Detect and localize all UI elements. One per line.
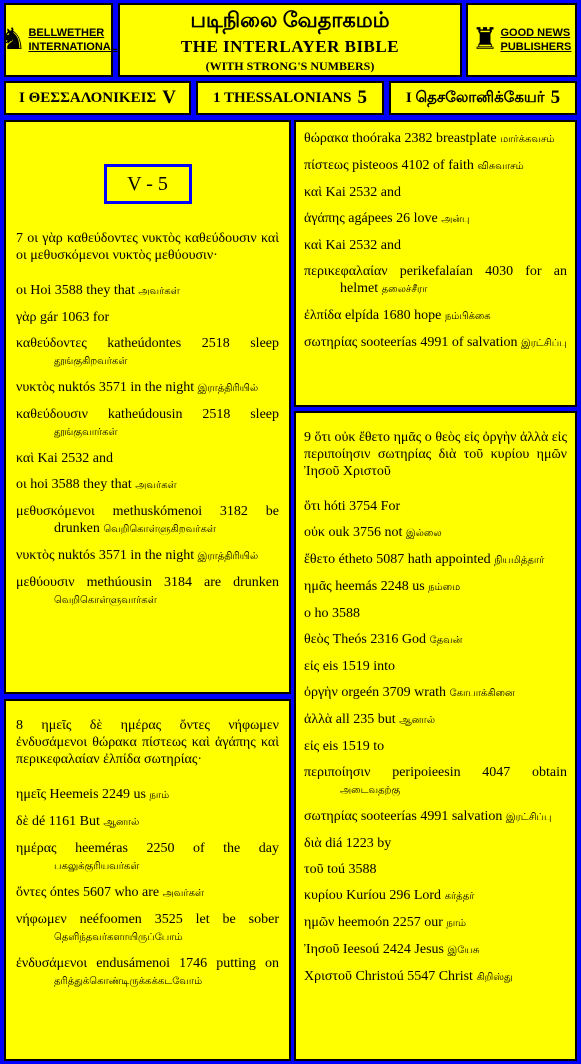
word-entry: [304, 237, 567, 254]
greek-word: ἐνδυσάμενοι: [16, 956, 88, 971]
tamil-gloss: இல்லை: [405, 528, 442, 539]
bellwether-logo: [0, 3, 118, 77]
greek-word: καὶ: [304, 185, 323, 200]
greek-word: σωτηρίας: [304, 809, 358, 824]
book-greek-num: V: [162, 87, 176, 108]
word-entry: [16, 450, 279, 467]
verse-8-cont-entries: [304, 130, 567, 352]
transliteration-gloss: katheúdontes 2518 sleep: [86, 336, 279, 351]
transliteration-gloss: peripoieesin 4047 obtain: [370, 765, 567, 780]
shepherd-icon: ♞: [0, 23, 27, 56]
chapter-label: V - 5: [104, 164, 192, 204]
transliteration-gloss: Christoú 5547 Christ: [351, 969, 477, 984]
transliteration-gloss: eis 1519 into: [319, 659, 396, 674]
greek-word: καθεύδουσιν: [16, 407, 88, 422]
tamil-gloss: ஆனால்: [103, 817, 140, 828]
word-entry: [304, 263, 567, 298]
transliteration-gloss: ouk 3756 not: [325, 525, 406, 540]
greek-word: μεθύουσιν: [16, 575, 75, 590]
word-entry: [304, 498, 567, 515]
right-logo-line-1: GOOD NEWS: [500, 27, 571, 39]
left-logo-line-1: BELLWETHER: [28, 27, 105, 39]
transliteration-gloss: Heemeis 2249 us: [46, 787, 150, 802]
word-entry: [304, 334, 567, 352]
page-title: THE INTERLAYER BIBLE: [180, 37, 400, 56]
transliteration-gloss: katheúdousin 2518 sleep: [87, 407, 279, 422]
word-entry: [16, 379, 279, 397]
greek-word: ὅτι: [304, 499, 321, 514]
transliteration-gloss: Theós 2316 God: [329, 632, 430, 647]
word-entry: [304, 210, 567, 228]
greek-word: νυκτὸς: [16, 548, 55, 563]
transliteration-gloss: agápees 26 love: [344, 211, 442, 226]
greek-word: καὶ: [304, 238, 323, 253]
word-entry: [304, 157, 567, 175]
transliteration-gloss: sooteerías 4991 salvation: [357, 809, 506, 824]
word-entry: [304, 605, 567, 622]
greek-word: θεὸς: [304, 632, 330, 647]
transliteration-gloss: gár 1063 for: [36, 310, 110, 325]
verse-7-entries: [16, 282, 279, 609]
greek-word: περικεφαλαίαν: [304, 264, 388, 279]
transliteration-gloss: ho 3588: [311, 606, 360, 621]
transliteration-gloss: hoi 3588 they that: [26, 477, 136, 492]
transliteration-gloss: eis 1519 to: [319, 739, 385, 754]
word-entry: [16, 476, 279, 494]
greek-word: νήφωμεν: [16, 912, 67, 927]
transliteration-gloss: perikefalaían 4030 for an helmet: [340, 264, 567, 296]
word-entry: [16, 786, 279, 804]
word-entry: [16, 406, 279, 441]
transliteration-gloss: heeméras 2250 of the day: [56, 841, 279, 856]
tamil-gloss: ஆனால்: [399, 715, 436, 726]
transliteration-gloss: methúousin 3184 are drunken: [74, 575, 279, 590]
transliteration-gloss: óntes 5607 who are: [46, 885, 163, 900]
tamil-gloss: தலைச்சீரா: [381, 284, 428, 295]
transliteration-gloss: toú 3588: [323, 862, 377, 877]
word-entry: [16, 282, 279, 300]
word-entry: [304, 861, 567, 878]
tamil-gloss: தரித்துக்கொண்டிருக்கக்கடவோம்: [54, 976, 203, 987]
greek-word: Ἰησοῦ: [304, 942, 340, 957]
tamil-gloss: பகலுக்குரியவர்கள்: [54, 861, 140, 872]
title-block: [118, 3, 462, 77]
word-entry: [304, 184, 567, 201]
transliteration-gloss: nuktós 3571 in the night: [54, 548, 198, 563]
tamil-gloss: அவர்கள்: [162, 888, 204, 899]
transliteration-gloss: thoóraka 2382 breastplate: [348, 131, 501, 146]
tamil-gloss: தூங்குவார்கள்: [54, 427, 118, 438]
tamil-gloss: நியமித்தார்: [494, 555, 545, 566]
tamil-gloss: தூங்குகிறவர்கள்: [54, 356, 128, 367]
tamil-gloss: விசுவாசம்: [477, 161, 524, 172]
transliteration-gloss: sooteerías 4991 of salvation: [357, 335, 522, 350]
transliteration-gloss: methuskómenoi 3182 be drunken: [54, 504, 279, 536]
word-entry: [304, 738, 567, 755]
tamil-gloss: நம்பிக்கை: [444, 311, 491, 322]
torch-icon: ♜: [471, 23, 499, 56]
greek-word: ὀργὴν: [304, 685, 338, 700]
greek-word: σωτηρίας: [304, 335, 358, 350]
greek-word: ημεῖς: [16, 787, 47, 802]
transliteration-gloss: étheto 5087 hath appointed: [335, 552, 495, 567]
transliteration-gloss: heemás 2248 us: [331, 579, 429, 594]
greek-word: κυρίου: [304, 888, 343, 903]
tamil-gloss: கர்த்தர்: [444, 891, 475, 902]
verse-9-panel: [294, 411, 577, 1061]
greek-word: γὰρ: [16, 310, 37, 325]
book-tamil-num: 5: [550, 87, 561, 108]
transliteration-gloss: all 235 but: [332, 712, 400, 727]
transliteration-gloss: Ieesoú 2424 Jesus: [339, 942, 448, 957]
greek-word: μεθυσκόμενοι: [16, 504, 95, 519]
word-entry: [16, 840, 279, 875]
transliteration-gloss: Kuríou 296 Lord: [342, 888, 445, 903]
greek-word: καθεύδοντες: [16, 336, 87, 351]
tamil-gloss: கிறிஸ்து: [476, 972, 513, 983]
tamil-gloss: தேவன்: [429, 635, 463, 646]
word-entry: [304, 808, 567, 826]
greek-word: Χριστοῦ: [304, 969, 352, 984]
tamil-gloss: அன்பு: [441, 214, 470, 225]
greek-word: ἀγάπης: [304, 211, 345, 226]
transliteration-gloss: Kai 2532 and: [322, 238, 401, 253]
word-entry: [304, 658, 567, 675]
right-logo-line-2: PUBLISHERS: [500, 41, 572, 53]
greek-word: οι: [16, 283, 27, 298]
greek-word: τοῦ: [304, 862, 324, 877]
word-entry: [304, 887, 567, 905]
word-entry: [16, 335, 279, 370]
greek-word: ἐλπίδα: [304, 308, 342, 323]
transliteration-gloss: dé 1161 But: [28, 814, 104, 829]
tamil-gloss: நாம்: [149, 790, 170, 801]
book-english: [196, 81, 384, 115]
greek-word: ο: [304, 606, 311, 621]
book-english-name: 1 THESSALONIANS: [212, 89, 352, 106]
tamil-gloss: வெறிகொள்ளுகிறவர்கள்: [103, 524, 216, 535]
tamil-gloss: இரட்சிப்பு: [505, 812, 552, 823]
transliteration-gloss: orgeén 3709 wrath: [337, 685, 450, 700]
title-tamil: படிநிலை வேதாகமம்: [190, 8, 390, 32]
greek-word: ἀλλὰ: [304, 712, 333, 727]
greek-word: καὶ: [16, 451, 35, 466]
greek-word: οι: [16, 477, 27, 492]
tamil-gloss: அவர்கள்: [135, 480, 177, 491]
word-entry: [16, 955, 279, 990]
transliteration-gloss: elpída 1680 hope: [341, 308, 445, 323]
verse-7-text: 7 οι γὰρ καθεύδοντες νυκτὸς καθεύδουσιν καὶ οι μεθυσκόμενοι νυκτὸς μεθύουσιν·: [16, 231, 279, 263]
tamil-gloss: இரட்சிப்பு: [521, 338, 567, 349]
tamil-gloss: தெளிந்தவர்களாயிருப்போம்: [54, 932, 183, 943]
tamil-gloss: வெறிகொள்ளுவார்கள்: [54, 595, 157, 606]
word-entry: [304, 551, 567, 569]
transliteration-gloss: Kai 2532 and: [34, 451, 113, 466]
word-entry: [16, 309, 279, 326]
verse-9-entries: [304, 498, 567, 986]
greek-word: ημᾶς: [304, 579, 332, 594]
book-greek: [4, 81, 191, 115]
word-entry: [16, 911, 279, 946]
greek-word: εἰς: [304, 659, 320, 674]
word-entry: [304, 941, 567, 959]
verse-8-cont-panel: [294, 120, 577, 407]
book-tamil-name: I தெசலோனிக்கேயர்: [405, 89, 545, 106]
transliteration-gloss: endusámenoi 1746 putting on: [87, 956, 279, 971]
word-entry: [16, 503, 279, 538]
book-english-num: 5: [357, 87, 368, 108]
greek-word: ἔθετο: [304, 552, 336, 567]
verse-8-text: 8 ημεῖς δὲ ημέρας ὄντες νήφωμεν ἐνδυσάμενοι θώρακα πίστεως καὶ ἀγάπης καὶ περικεφαλαίαν ἐλπίδα σωτηρίας·: [16, 718, 279, 767]
greek-word: δὲ: [16, 814, 29, 829]
book-greek-name: Ι ΘΕΣΣΑΛΟΝΙΚΕΙΣ: [19, 89, 157, 106]
tamil-gloss: இராத்திரியில்: [197, 551, 259, 562]
transliteration-gloss: pisteoos 4102 of faith: [348, 158, 478, 173]
greek-word: ὄντες: [16, 885, 47, 900]
word-entry: [304, 968, 567, 986]
tamil-gloss: மார்க்கவசம்: [500, 134, 555, 145]
word-entry: [304, 524, 567, 542]
word-entry: [304, 914, 567, 932]
good-news-logo: [466, 3, 577, 77]
tamil-gloss: அடைவதற்கு: [340, 785, 401, 796]
greek-word: νυκτὸς: [16, 380, 55, 395]
verse-8-panel: [4, 699, 291, 1061]
word-entry: [304, 835, 567, 852]
tamil-gloss: கோபாக்கினை: [449, 688, 515, 699]
greek-word: πίστεως: [304, 158, 349, 173]
greek-word: εἰς: [304, 739, 320, 754]
left-logo-line-2: INTERNATIONAL: [28, 41, 118, 53]
greek-word: οὐκ: [304, 525, 325, 540]
word-entry: [304, 631, 567, 649]
transliteration-gloss: heemoón 2257 our: [334, 915, 447, 930]
word-entry: [16, 884, 279, 902]
word-entry: [304, 578, 567, 596]
transliteration-gloss: Hoi 3588 they that: [26, 283, 139, 298]
page-subtitle: (WITH STRONG'S NUMBERS): [205, 59, 375, 73]
word-entry: [16, 574, 279, 609]
word-entry: [304, 307, 567, 325]
verse-9-text: 9 ὅτι οὐκ ἔθετο ημᾶς ο θεὸς εἰς ὀργὴν ἀλλὰ εἰς περιποίησιν σωτηρίας διὰ τοῦ κυρίου ημῶν Ἰησοῦ Χριστοῦ: [304, 430, 567, 479]
word-entry: [304, 684, 567, 702]
transliteration-gloss: neéfoomen 3525 let be sober: [66, 912, 279, 927]
word-entry: [16, 813, 279, 831]
tamil-gloss: நம்மை: [428, 582, 461, 593]
tamil-gloss: இயேசு: [447, 945, 480, 956]
transliteration-gloss: hóti 3754 For: [320, 499, 401, 514]
greek-word: διὰ: [304, 836, 322, 851]
greek-word: περιποίησιν: [304, 765, 371, 780]
greek-word: ημέρας: [16, 841, 57, 856]
verse-8-entries: [16, 786, 279, 990]
tamil-gloss: இராத்திரியில்: [197, 383, 259, 394]
word-entry: [304, 711, 567, 729]
transliteration-gloss: nuktós 3571 in the night: [54, 380, 198, 395]
greek-word: ημῶν: [304, 915, 335, 930]
word-entry: [304, 764, 567, 799]
tamil-gloss: நாம்: [446, 918, 467, 929]
transliteration-gloss: diá 1223 by: [321, 836, 392, 851]
word-entry: [304, 130, 567, 148]
verse-7-panel: [4, 120, 291, 694]
book-tamil: [389, 81, 577, 115]
word-entry: [16, 547, 279, 565]
greek-word: θώρακα: [304, 131, 349, 146]
transliteration-gloss: Kai 2532 and: [322, 185, 401, 200]
tamil-gloss: அவர்கள்: [138, 286, 180, 297]
